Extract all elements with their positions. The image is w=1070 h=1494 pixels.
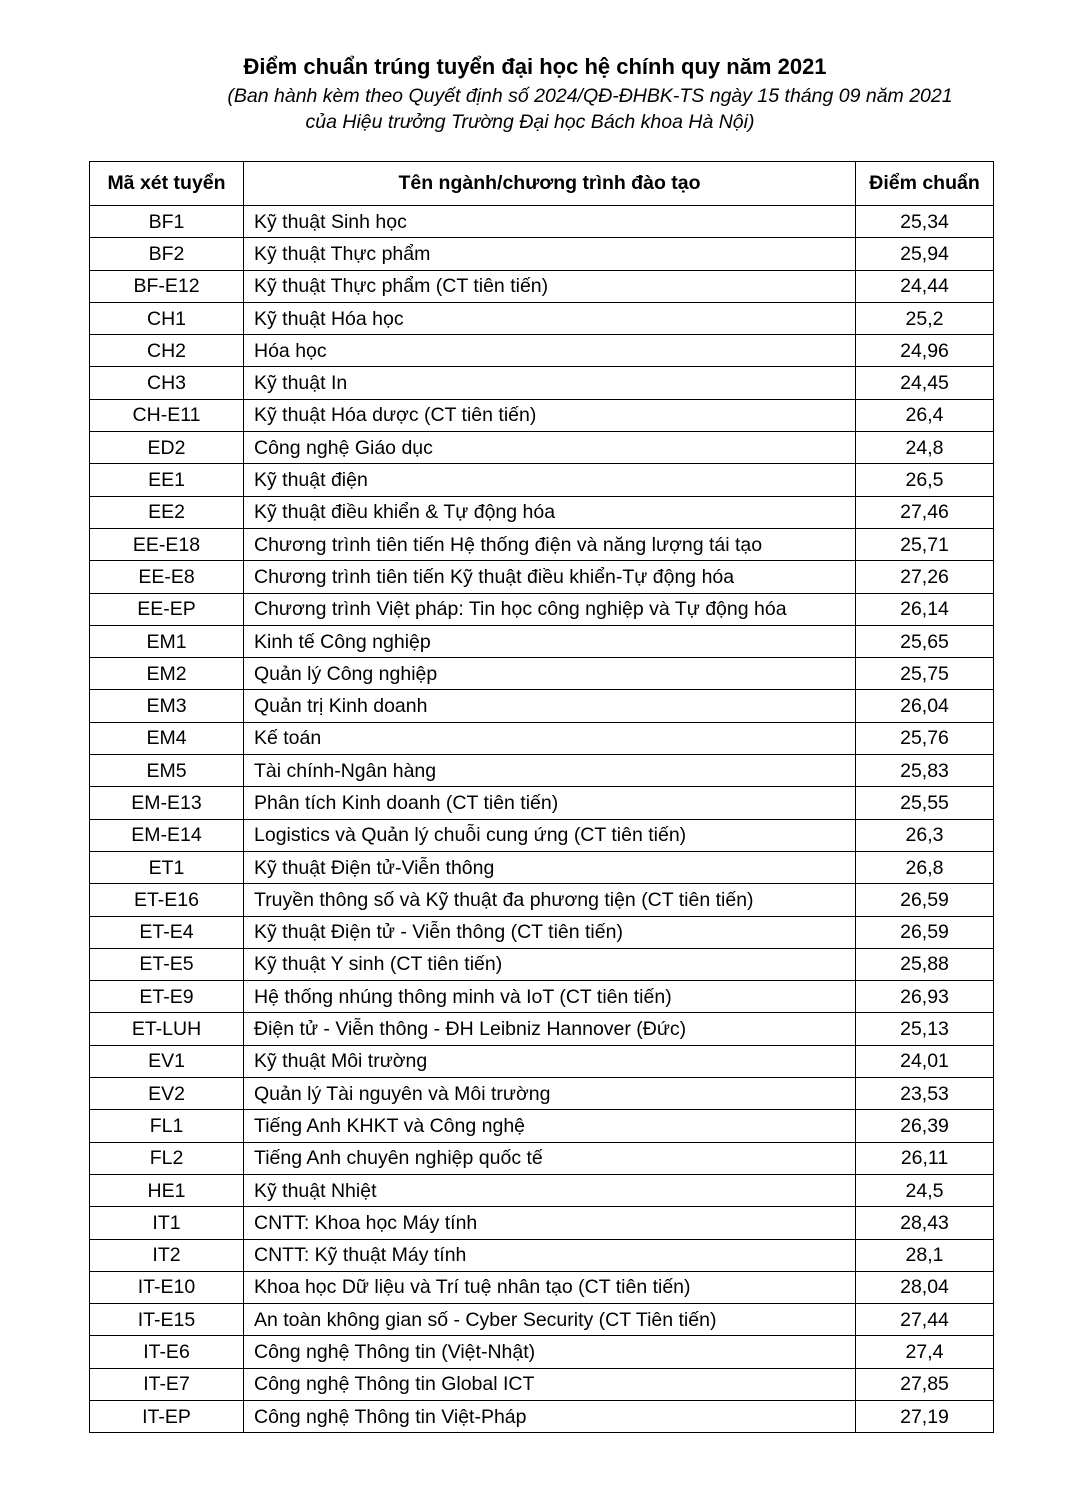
table-row: [90, 1142, 994, 1174]
code-cell: CH2: [90, 335, 244, 367]
table-row: [90, 787, 994, 819]
program-name-cell: Kỹ thuật Điện tử - Viễn thông (CT tiên tiến): [244, 916, 856, 948]
code-cell: ET-LUH: [90, 1013, 244, 1045]
code-cell: ET-E5: [90, 948, 244, 980]
score-cell: 27,4: [856, 1336, 994, 1368]
code-cell: CH3: [90, 367, 244, 399]
table-row: [90, 367, 994, 399]
code-cell: EM4: [90, 722, 244, 754]
score-cell: 26,4: [856, 399, 994, 431]
header-score: Điểm chuẩn: [856, 162, 994, 206]
code-cell: EE2: [90, 496, 244, 528]
program-name-cell: Kỹ thuật Thực phẩm (CT tiên tiến): [244, 270, 856, 302]
program-name-cell: Tiếng Anh chuyên nghiệp quốc tế: [244, 1142, 856, 1174]
program-name-cell: Kỹ thuật Thực phẩm: [244, 238, 856, 270]
code-cell: EE-E8: [90, 561, 244, 593]
code-cell: IT-E15: [90, 1304, 244, 1336]
score-cell: 26,59: [856, 916, 994, 948]
code-cell: ET1: [90, 851, 244, 883]
table-row: [90, 270, 994, 302]
program-name-cell: Phân tích Kinh doanh (CT tiên tiến): [244, 787, 856, 819]
table-row: [90, 722, 994, 754]
table-row: [90, 238, 994, 270]
score-cell: 26,59: [856, 884, 994, 916]
score-cell: 26,04: [856, 690, 994, 722]
program-name-cell: Kỹ thuật Nhiệt: [244, 1174, 856, 1206]
code-cell: IT-E6: [90, 1336, 244, 1368]
program-name-cell: CNTT: Kỹ thuật Máy tính: [244, 1239, 856, 1271]
code-cell: EM-E13: [90, 787, 244, 819]
code-cell: IT1: [90, 1207, 244, 1239]
score-cell: 25,65: [856, 625, 994, 657]
program-name-cell: An toàn không gian số - Cyber Security (CT Tiên tiến): [244, 1304, 856, 1336]
score-cell: 25,88: [856, 948, 994, 980]
code-cell: EM-E14: [90, 819, 244, 851]
score-cell: 26,93: [856, 981, 994, 1013]
table-row: [90, 1013, 994, 1045]
program-name-cell: Kỹ thuật Y sinh (CT tiên tiến): [244, 948, 856, 980]
table-row: [90, 206, 994, 238]
score-cell: 26,8: [856, 851, 994, 883]
code-cell: ET-E4: [90, 916, 244, 948]
code-cell: IT-E10: [90, 1271, 244, 1303]
program-name-cell: Chương trình tiên tiến Hệ thống điện và năng lượng tái tạo: [244, 528, 856, 560]
code-cell: EV1: [90, 1045, 244, 1077]
code-cell: EV2: [90, 1078, 244, 1110]
score-cell: 25,75: [856, 658, 994, 690]
program-name-cell: Tài chính-Ngân hàng: [244, 755, 856, 787]
program-name-cell: Chương trình Việt pháp: Tin học công nghiệp và Tự động hóa: [244, 593, 856, 625]
table-row: [90, 981, 994, 1013]
table-row: [90, 432, 994, 464]
code-cell: EE-EP: [90, 593, 244, 625]
code-cell: BF1: [90, 206, 244, 238]
document-subtitle-line2: của Hiệu trưởng Trường Đại học Bách khoa Hà Nội): [305, 111, 755, 133]
score-cell: 25,34: [856, 206, 994, 238]
program-name-cell: Logistics và Quản lý chuỗi cung ứng (CT tiên tiến): [244, 819, 856, 851]
score-cell: 28,43: [856, 1207, 994, 1239]
score-cell: 24,01: [856, 1045, 994, 1077]
table-row: [90, 593, 994, 625]
program-name-cell: Công nghệ Thông tin (Việt-Nhật): [244, 1336, 856, 1368]
code-cell: IT2: [90, 1239, 244, 1271]
score-cell: 27,44: [856, 1304, 994, 1336]
table-row: [90, 625, 994, 657]
table-row: [90, 302, 994, 334]
header-program-name: Tên ngành/chương trình đào tạo: [244, 162, 856, 206]
table-row: [90, 690, 994, 722]
table-row: [90, 399, 994, 431]
table-row: [90, 1400, 994, 1432]
table-row: [90, 916, 994, 948]
code-cell: EE-E18: [90, 528, 244, 560]
table-row: [90, 884, 994, 916]
code-cell: FL1: [90, 1110, 244, 1142]
table-row: [90, 1207, 994, 1239]
table-row: [90, 496, 994, 528]
program-name-cell: Điện tử - Viễn thông - ĐH Leibniz Hannover (Đức): [244, 1013, 856, 1045]
score-cell: 26,11: [856, 1142, 994, 1174]
code-cell: CH-E11: [90, 399, 244, 431]
score-cell: 26,39: [856, 1110, 994, 1142]
program-name-cell: Công nghệ Giáo dục: [244, 432, 856, 464]
table-row: [90, 1304, 994, 1336]
program-name-cell: Kỹ thuật Môi trường: [244, 1045, 856, 1077]
program-name-cell: Công nghệ Thông tin Global ICT: [244, 1368, 856, 1400]
table-row: [90, 658, 994, 690]
table-row: [90, 1045, 994, 1077]
code-cell: HE1: [90, 1174, 244, 1206]
program-name-cell: Chương trình tiên tiến Kỹ thuật điều khiển-Tự động hóa: [244, 561, 856, 593]
score-cell: 25,94: [856, 238, 994, 270]
program-name-cell: Công nghệ Thông tin Việt-Pháp: [244, 1400, 856, 1432]
program-name-cell: Kỹ thuật Hóa dược (CT tiên tiến): [244, 399, 856, 431]
header-row: [90, 162, 994, 206]
score-cell: 23,53: [856, 1078, 994, 1110]
score-cell: 26,5: [856, 464, 994, 496]
table-row: [90, 1368, 994, 1400]
table-row: [90, 1110, 994, 1142]
score-cell: 24,8: [856, 432, 994, 464]
score-cell: 28,04: [856, 1271, 994, 1303]
table-row: [90, 464, 994, 496]
program-name-cell: Kỹ thuật điều khiển & Tự động hóa: [244, 496, 856, 528]
program-name-cell: Quản trị Kinh doanh: [244, 690, 856, 722]
program-name-cell: Kỹ thuật Điện tử-Viễn thông: [244, 851, 856, 883]
program-name-cell: CNTT: Khoa học Máy tính: [244, 1207, 856, 1239]
score-cell: 27,26: [856, 561, 994, 593]
score-cell: 25,71: [856, 528, 994, 560]
table-row: [90, 1174, 994, 1206]
code-cell: IT-E7: [90, 1368, 244, 1400]
score-cell: 24,5: [856, 1174, 994, 1206]
document-subtitle-line1: (Ban hành kèm theo Quyết định số 2024/QĐ-ĐHBK-TS ngày 15 tháng 09 năm 2021: [227, 85, 953, 107]
program-name-cell: Tiếng Anh KHKT và Công nghệ: [244, 1110, 856, 1142]
table-row: [90, 561, 994, 593]
admission-scores-table: [89, 161, 994, 1433]
program-name-cell: Kinh tế Công nghiệp: [244, 625, 856, 657]
code-cell: ET-E9: [90, 981, 244, 1013]
score-cell: 28,1: [856, 1239, 994, 1271]
score-cell: 25,76: [856, 722, 994, 754]
code-cell: EM5: [90, 755, 244, 787]
table-header: [90, 162, 994, 206]
score-cell: 24,45: [856, 367, 994, 399]
program-name-cell: Khoa học Dữ liệu và Trí tuệ nhân tạo (CT tiên tiến): [244, 1271, 856, 1303]
program-name-cell: Truyền thông số và Kỹ thuật đa phương tiện (CT tiên tiến): [244, 884, 856, 916]
score-cell: 25,83: [856, 755, 994, 787]
program-name-cell: Hệ thống nhúng thông minh và IoT (CT tiên tiến): [244, 981, 856, 1013]
code-cell: BF2: [90, 238, 244, 270]
score-cell: 27,46: [856, 496, 994, 528]
table-row: [90, 755, 994, 787]
table-row: [90, 819, 994, 851]
table-row: [90, 1078, 994, 1110]
header-code: Mã xét tuyển: [90, 162, 244, 206]
program-name-cell: Quản lý Tài nguyên và Môi trường: [244, 1078, 856, 1110]
code-cell: BF-E12: [90, 270, 244, 302]
table-row: [90, 1271, 994, 1303]
score-cell: 25,13: [856, 1013, 994, 1045]
score-cell: 25,2: [856, 302, 994, 334]
code-cell: ED2: [90, 432, 244, 464]
score-cell: 27,19: [856, 1400, 994, 1432]
code-cell: EM2: [90, 658, 244, 690]
score-cell: 26,3: [856, 819, 994, 851]
program-name-cell: Hóa học: [244, 335, 856, 367]
score-cell: 24,44: [856, 270, 994, 302]
code-cell: EM3: [90, 690, 244, 722]
program-name-cell: Kỹ thuật In: [244, 367, 856, 399]
table-row: [90, 1336, 994, 1368]
code-cell: EM1: [90, 625, 244, 657]
table-row: [90, 851, 994, 883]
score-cell: 24,96: [856, 335, 994, 367]
program-name-cell: Kỹ thuật Hóa học: [244, 302, 856, 334]
document-title: Điểm chuẩn trúng tuyển đại học hệ chính quy năm 2021: [243, 54, 827, 79]
table-row: [90, 948, 994, 980]
program-name-cell: Quản lý Công nghiệp: [244, 658, 856, 690]
table-row: [90, 335, 994, 367]
table-row: [90, 1239, 994, 1271]
code-cell: EE1: [90, 464, 244, 496]
code-cell: ET-E16: [90, 884, 244, 916]
score-cell: 27,85: [856, 1368, 994, 1400]
table-body: [90, 206, 994, 1433]
program-name-cell: Kỹ thuật Sinh học: [244, 206, 856, 238]
code-cell: CH1: [90, 302, 244, 334]
program-name-cell: Kế toán: [244, 722, 856, 754]
score-cell: 25,55: [856, 787, 994, 819]
table-row: [90, 528, 994, 560]
code-cell: FL2: [90, 1142, 244, 1174]
score-cell: 26,14: [856, 593, 994, 625]
code-cell: IT-EP: [90, 1400, 244, 1432]
program-name-cell: Kỹ thuật điện: [244, 464, 856, 496]
